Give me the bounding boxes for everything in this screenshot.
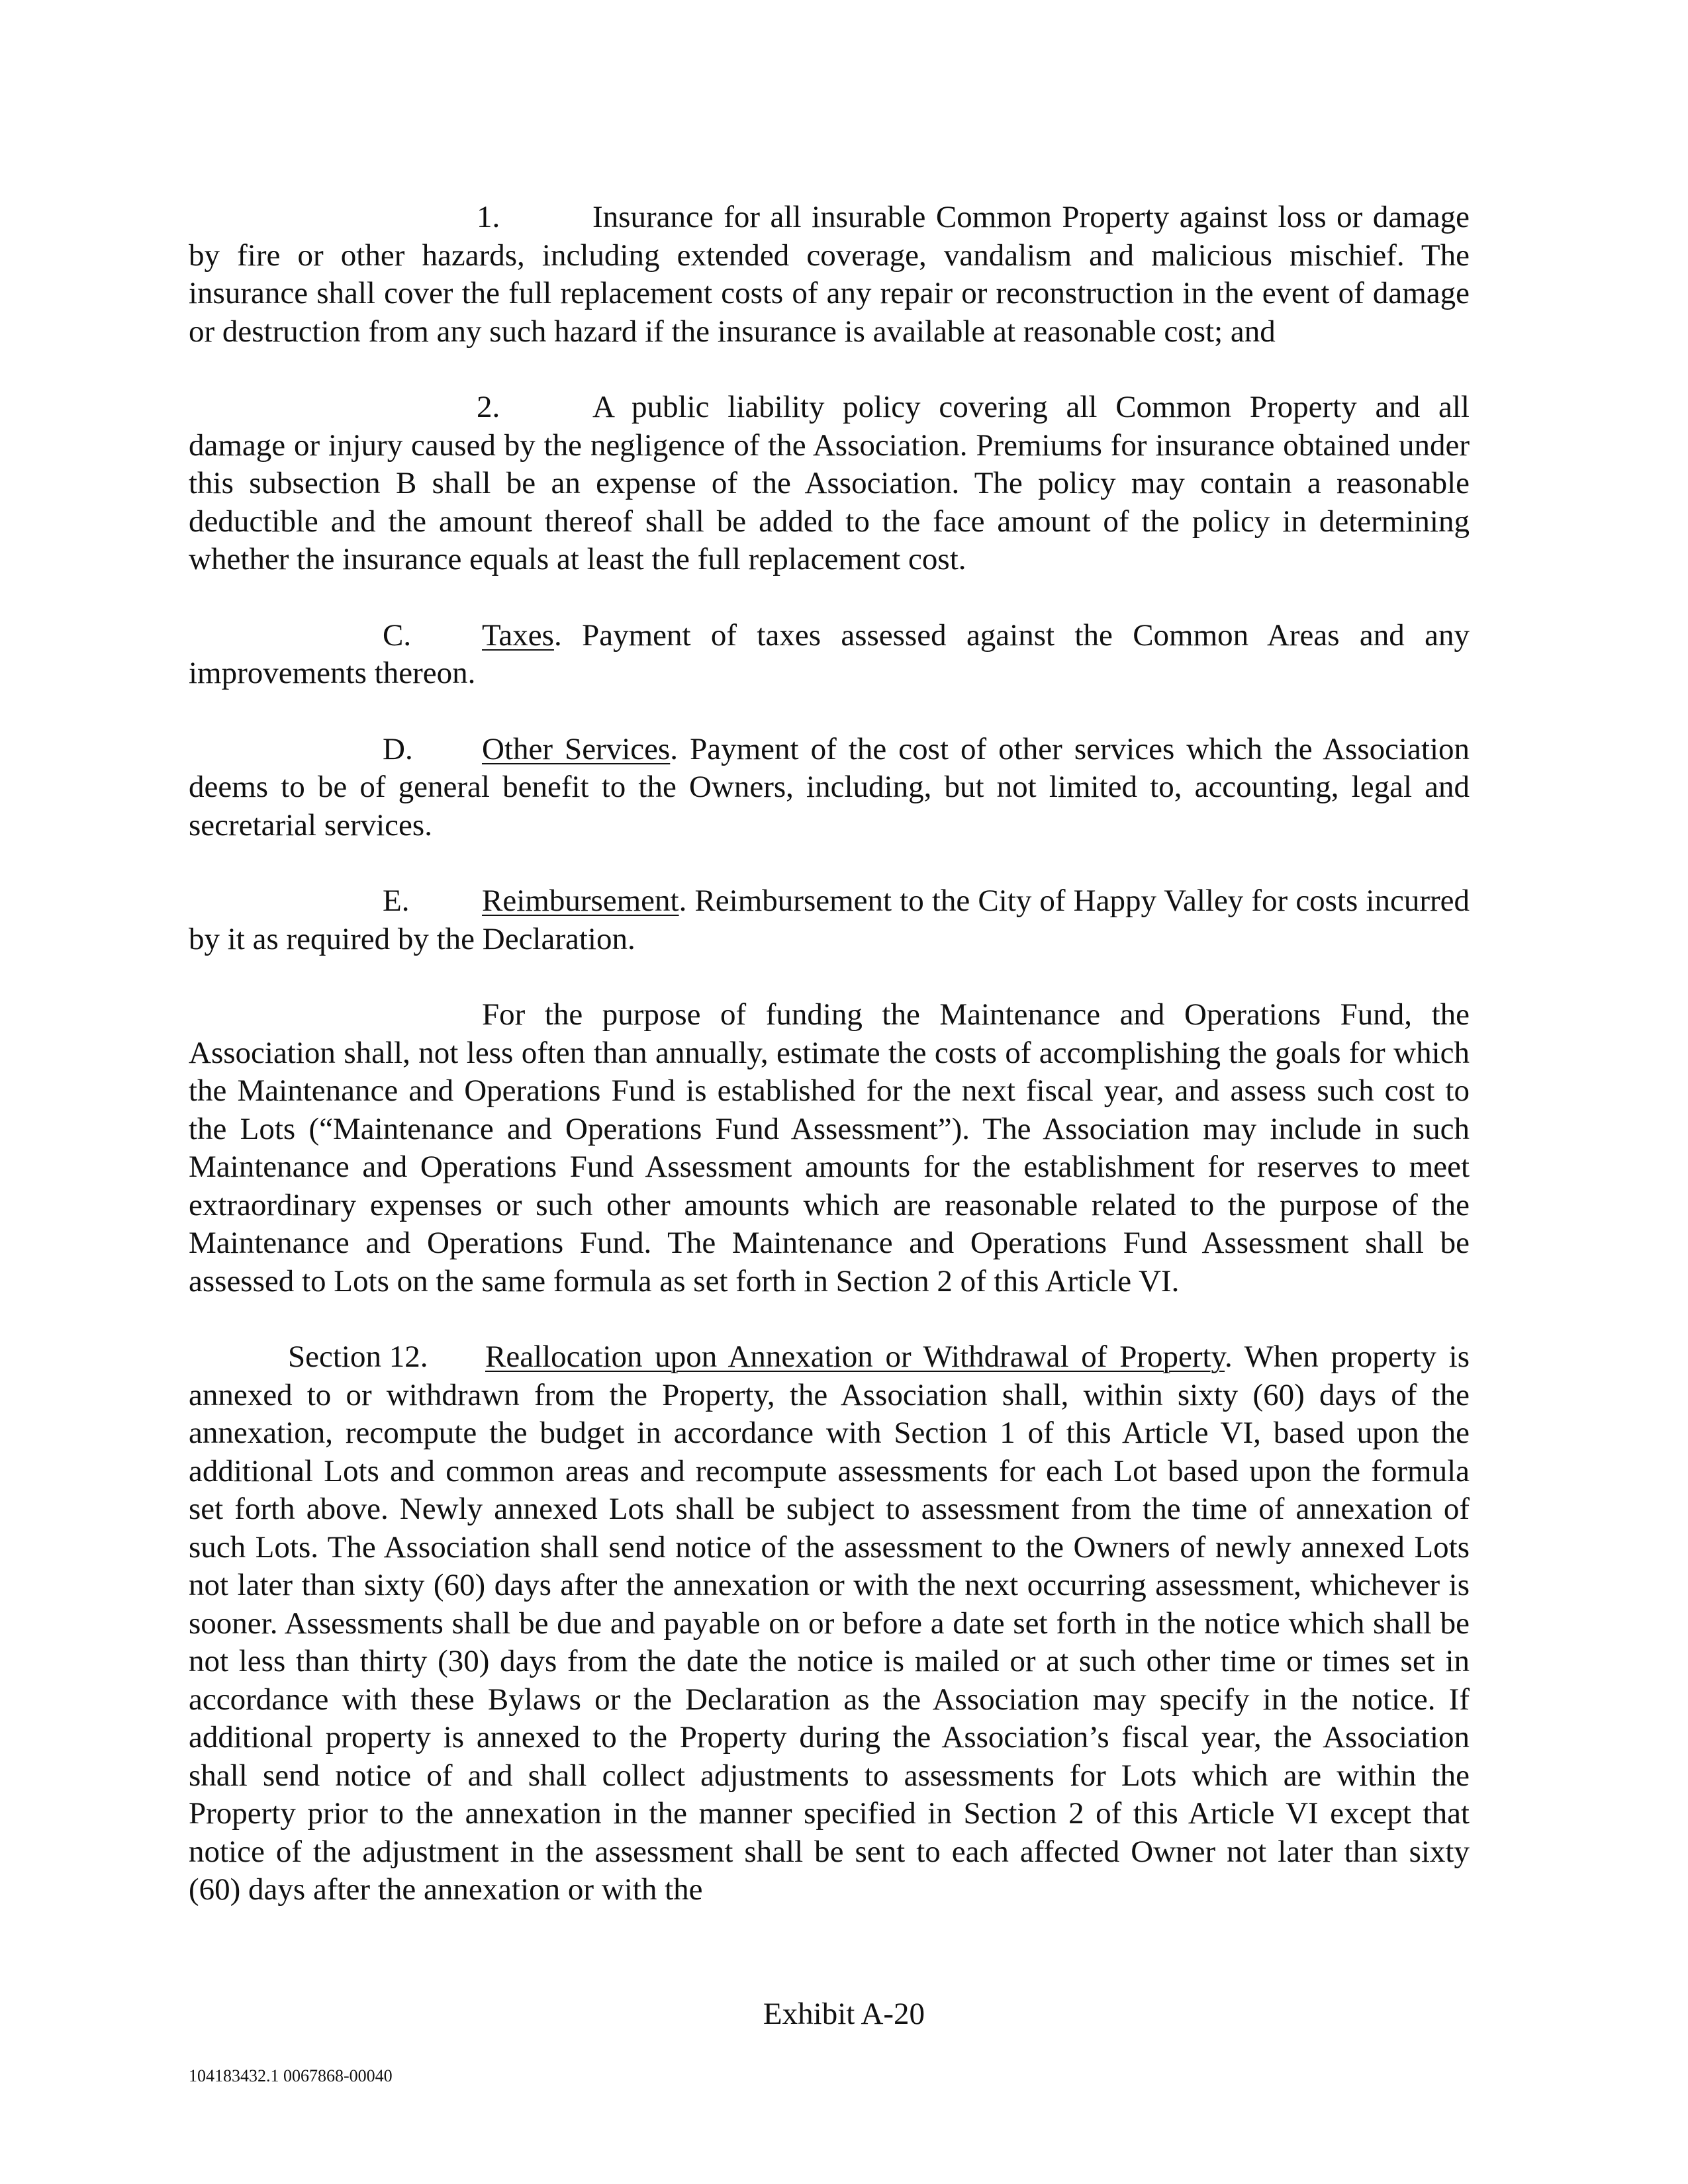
- section-label: Section 12.: [288, 1340, 428, 1374]
- paragraph-text: . Payment of taxes assessed against the Common Areas and any improvements thereon.: [189, 617, 1470, 690]
- paragraph-fund: [189, 996, 1470, 1300]
- item-number: 2.: [477, 390, 500, 424]
- document-body: [189, 199, 1470, 1909]
- paragraph-2: [189, 388, 1470, 579]
- paragraph-text: Insurance for all insurable Common Property against loss or damage by fire or other hazards, including extended coverage, vandalism and malicious mischief. The insurance shall cover the full replacement costs of any repair or reconstruction in the event of damage or destruction from any such hazard if the insurance is available at reasonable cost; and: [189, 200, 1470, 349]
- item-letter: C.: [383, 617, 412, 653]
- item-letter: E.: [383, 884, 410, 918]
- section-12: [189, 1338, 1470, 1909]
- paragraph-1: [189, 199, 1470, 351]
- paragraph-text: . Payment of the cost of other services which the Association deems to be of general benefit to the Owners, including, but not limited to, accounting, legal and secretarial services.: [189, 731, 1470, 842]
- paragraph-text: A public liability policy covering all Common Property and all damage or injury caused by the negligence of the Association. Premiums for insurance obtained under this subsection B shall be an expense of the Association. The policy may contain a reasonable deductible and the amount thereof shall be added to the face amount of the policy in determining whether the insurance equals at least the full replacement cost.: [189, 390, 1470, 576]
- paragraph-c-taxes: [189, 617, 1470, 693]
- paragraph-text: . When property is annexed to or withdrawn from the Property, the Association shall, within sixty (60) days of the annexation, recompute the budget in accordance with Section 1 of this Article VI, based upon the additional Lots and common areas and recompute assessments for each Lot based upon the formula set forth above. Newly annexed Lots shall be subject to assessment from the time of annexation of such Lots. The Association shall send notice of the assessment to the Owners of newly annexed Lots not later than sixty (60) days after the annexation or with the next occurring assessment, whichever is sooner. Assessments shall be due and payable on or before a date set forth in the notice which shall be not less than thirty (30) days from the date the notice is mailed or at such other time or times set in accordance with these Bylaws or the Declaration as the Association may specify in the notice. If additional property is annexed to the Property during the Association’s fiscal year, the Association shall send notice of and shall collect adjustments to assessments for Lots which are within the Property prior to the annexation in the manner specified in Section 2 of this Article VI except that notice of the adjustment in the assessment shall be sent to each affected Owner not later than sixty (60) days after the annexation or with the: [189, 1340, 1470, 1907]
- section-heading: Reimbursement: [482, 884, 679, 918]
- document-id: 104183432.1 0067868-00040: [189, 2066, 393, 2085]
- section-heading: Other Services: [482, 731, 671, 766]
- section-heading: Taxes: [482, 617, 554, 653]
- item-number: 1.: [477, 200, 500, 234]
- item-letter: D.: [383, 731, 413, 766]
- exhibit-page-label: Exhibit A-20: [763, 1997, 925, 2031]
- paragraph-text: For the purpose of funding the Maintenance and Operations Fund, the Association shall, not less often than annually, estimate the costs of accomplishing the goals for which the Maintenance and Operations Fund is established for the next fiscal year, and assess such cost to the Lots (“Maintenance and Operations Fund Assessment”). The Association may include in such Maintenance and Operations Fund Assessment amounts for the establishment for reserves to meet extraordinary expenses or such other amounts which are reasonable related to the purpose of the Maintenance and Operations Fund. The Maintenance and Operations Fund Assessment shall be assessed to Lots on the same formula as set forth in Section 2 of this Article VI.: [189, 997, 1470, 1298]
- paragraph-e-reimbursement: [189, 882, 1470, 958]
- paragraph-text: . Reimbursement to the City of Happy Valley for costs incurred by it as required by the Declaration.: [189, 884, 1470, 956]
- paragraph-d-other-services: [189, 731, 1470, 845]
- section-heading: Reallocation upon Annexation or Withdrawal of Property: [485, 1340, 1225, 1374]
